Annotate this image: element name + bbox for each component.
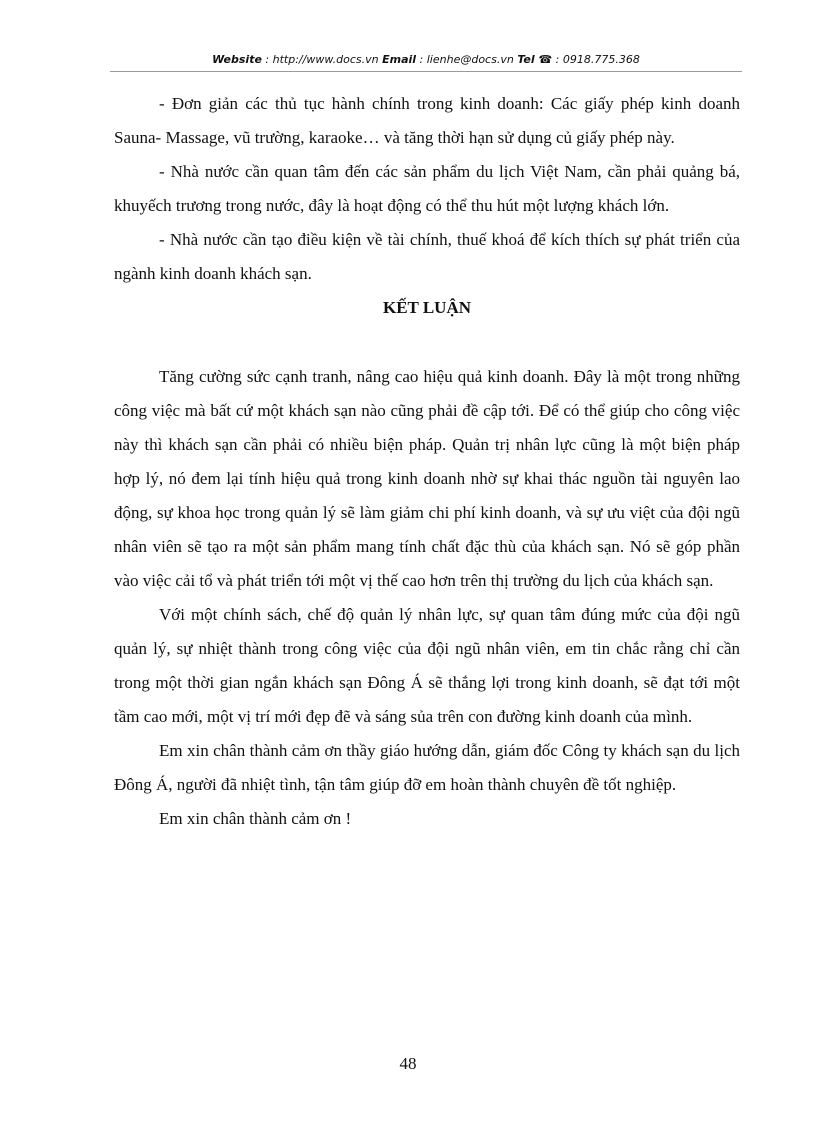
email-label: Email bbox=[382, 53, 417, 66]
paragraph-thanks: Em xin chân thành cảm ơn thầy giáo hướng dẫn, giám đốc Công ty khách sạn du lịch Đông Á, người đã nhiệt tình, tận tâm giúp đỡ em hoàn thành chuyên đề tốt nghiệp. bbox=[114, 741, 740, 794]
paragraph-conclusion-2: Với một chính sách, chế độ quản lý nhân lực, sự quan tâm đúng mức của đội ngũ quản lý, sự nhiệt thành trong công việc của đội ngũ nhân viên, em tin chắc rằng chỉ cần trong một thời gian ngắn khách sạn Đông Á sẽ thắng lợi trong kinh doanh, sẽ đạt tới một tầm cao mới, một vị trí mới đẹp đẽ và sáng sủa trên con đường kinh doanh của mình. bbox=[114, 605, 740, 726]
website-value[interactable]: : http://www.docs.vn bbox=[261, 53, 383, 66]
paragraph-tourism-products: - Nhà nước cần quan tâm đến các sản phẩm du lịch Việt Nam, cần phải quảng bá, khuyếch trương trong nước, đây là hoạt động có thể thu hút một lượng khách lớn. bbox=[114, 162, 740, 215]
tel-value: : 0918.775.368 bbox=[552, 53, 640, 66]
header-divider bbox=[110, 71, 742, 72]
phone-icon: ☎ bbox=[534, 53, 553, 66]
paragraph-closing: Em xin chân thành cảm ơn ! bbox=[159, 809, 352, 828]
page-number: 48 bbox=[399, 1054, 417, 1073]
document-body bbox=[114, 87, 740, 836]
tel-label: Tel bbox=[517, 53, 535, 66]
paragraph-financial-support: - Nhà nước cần tạo điều kiện về tài chính, thuế khoá để kích thích sự phát triển của ngành kinh doanh khách sạn. bbox=[114, 230, 740, 283]
paragraph-conclusion-1: Tăng cường sức cạnh tranh, nâng cao hiệu quả kinh doanh. Đây là một trong những công việc mà bất cứ một khách sạn nào cũng phải đề cập tới. Để có thể giúp cho công việc này thì khách sạn cần phải có nhiều biện pháp. Quản trị nhân lực cũng là một biện pháp hợp lý, nó đem lại tính hiệu quả trong kinh doanh nhờ sự khai thác nguồn tài nguyên lao động, sự khoa học trong quản lý sẽ làm giảm chi phí kinh doanh, và sự ưu việt của đội ngũ nhân viên sẽ tạo ra một sản phẩm mang tính chất đặc thù của khách sạn. Nó sẽ góp phần vào việc cải tổ và phát triển tới một vị thế cao hơn trên thị trường du lịch của khách sạn. bbox=[114, 367, 740, 590]
website-label: Website bbox=[212, 53, 262, 66]
page-header bbox=[110, 52, 742, 68]
section-title: KẾT LUẬN bbox=[382, 298, 471, 317]
paragraph-admin-procedures: - Đơn giản các thủ tục hành chính trong kinh doanh: Các giấy phép kinh doanh Sauna- Massage, vũ trường, karaoke… và tăng thời hạn sử dụng củ giấy phép này. bbox=[114, 94, 740, 147]
email-value[interactable]: : lienhe@docs.vn bbox=[416, 53, 518, 66]
